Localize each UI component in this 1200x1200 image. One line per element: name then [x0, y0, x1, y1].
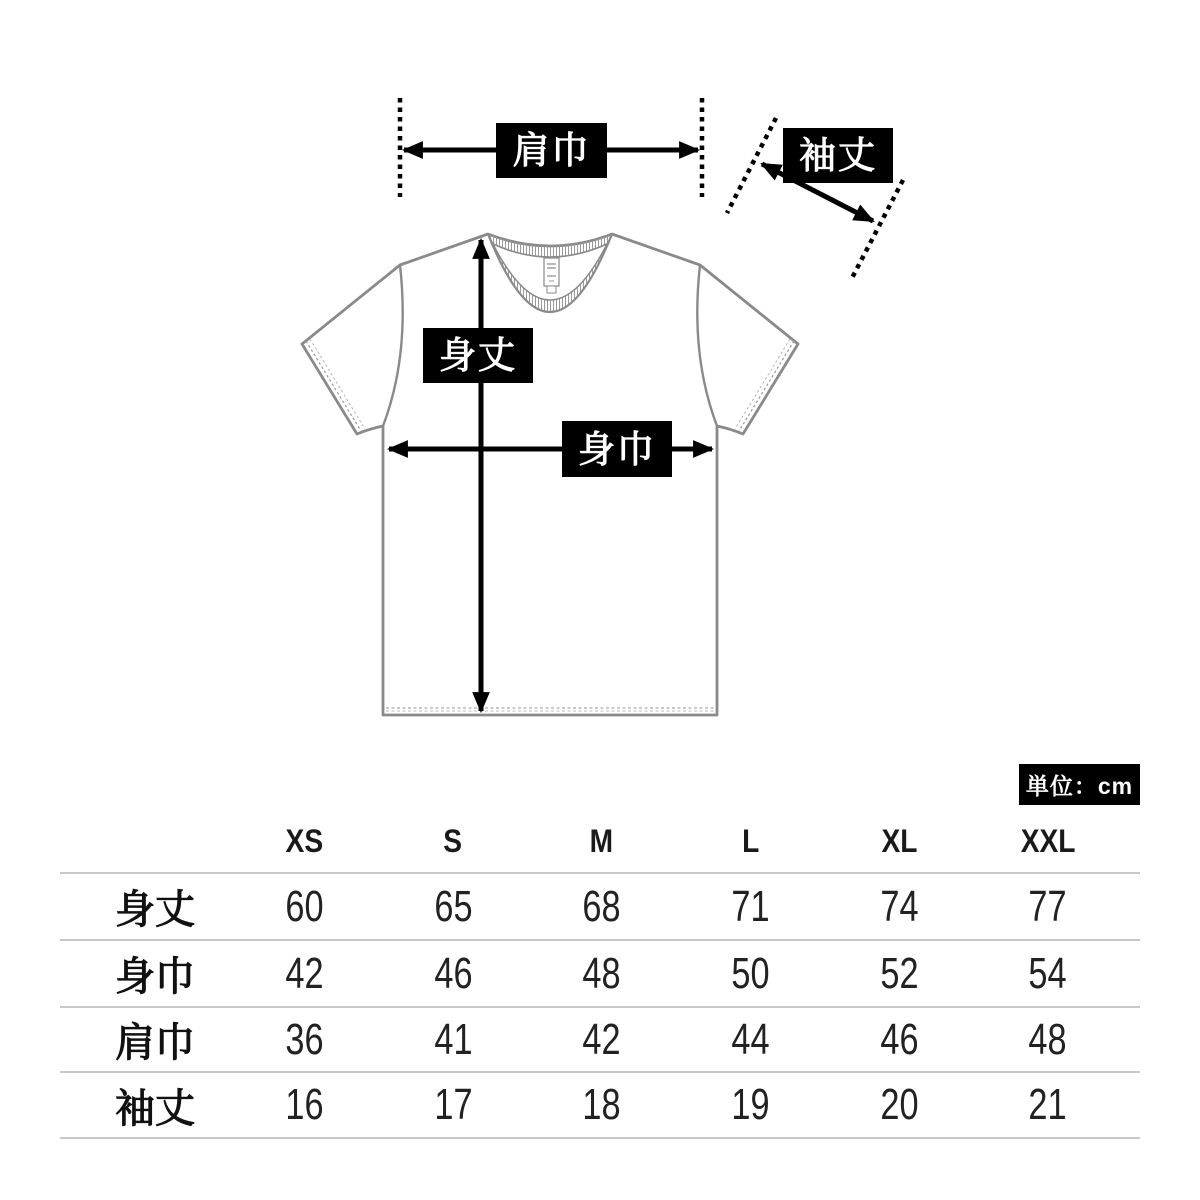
- row-label: 身巾: [115, 955, 195, 999]
- size-column-header: [527, 823, 676, 860]
- value: 44: [731, 1014, 770, 1064]
- value-cell: [230, 882, 379, 932]
- value-cell: [379, 1080, 528, 1130]
- row-label: 身丈: [115, 888, 195, 932]
- value: 50: [731, 948, 770, 998]
- value-cell: [527, 1080, 676, 1130]
- value: 46: [433, 948, 473, 998]
- table-row-body-width: [60, 941, 1140, 1008]
- value: 18: [582, 1080, 621, 1129]
- value: 20: [879, 1080, 919, 1129]
- value-cell: [825, 1080, 974, 1130]
- value: 68: [582, 881, 621, 931]
- size-column-header: [825, 823, 974, 860]
- value-cell: [379, 949, 528, 999]
- neck-tag-small: [547, 286, 556, 293]
- value: 41: [433, 1014, 473, 1064]
- value: 42: [285, 948, 324, 998]
- value: 60: [285, 881, 324, 931]
- value-cell: [676, 882, 825, 932]
- value: 77: [1028, 881, 1067, 931]
- value-cell: [973, 949, 1122, 999]
- value: 65: [433, 881, 473, 931]
- unit-badge: 単位：cm: [1019, 764, 1140, 805]
- value-cell: [230, 1015, 379, 1065]
- label-sleeve-length: 袖丈: [783, 128, 893, 183]
- value-cell: [825, 949, 974, 999]
- value-cell: [973, 882, 1122, 932]
- sleeve-guide-lower: [852, 180, 903, 278]
- size-column-header: [973, 823, 1122, 860]
- label-body-length: 身丈: [423, 328, 533, 383]
- value: 17: [433, 1080, 473, 1129]
- label-shoulder-width: 肩巾: [496, 123, 607, 178]
- value-cell: [527, 949, 676, 999]
- value-cell: [379, 1015, 528, 1065]
- value-cell: [230, 1080, 379, 1130]
- size-header-label: M: [589, 822, 614, 859]
- value-cell: [825, 882, 974, 932]
- value: 36: [285, 1014, 324, 1064]
- table-row-sleeve-length: [60, 1073, 1140, 1139]
- size-column-header: [379, 823, 528, 860]
- size-header-label: S: [443, 822, 463, 859]
- value: 48: [582, 948, 621, 998]
- table-row-shoulder-width: [60, 1008, 1140, 1073]
- row-label: 肩巾: [115, 1021, 195, 1065]
- size-table: [60, 810, 1140, 1139]
- value: 54: [1028, 948, 1067, 998]
- value: 21: [1028, 1080, 1067, 1129]
- table-row-body-length: [60, 874, 1140, 941]
- value-cell: [973, 1015, 1122, 1065]
- neck-tag: [544, 258, 559, 286]
- value: 16: [285, 1080, 324, 1129]
- label-body-width: 身巾: [562, 421, 672, 477]
- value: 46: [879, 1014, 919, 1064]
- value-cell: [230, 949, 379, 999]
- value-cell: [527, 882, 676, 932]
- size-header-label: XL: [881, 822, 917, 859]
- value: 48: [1028, 1014, 1067, 1064]
- value-cell: [973, 1080, 1122, 1130]
- value-cell: [527, 1015, 676, 1065]
- row-label: 袖丈: [115, 1086, 195, 1131]
- value: 52: [879, 948, 919, 998]
- value-cell: [676, 1080, 825, 1130]
- value: 71: [731, 881, 770, 931]
- value: 74: [879, 881, 919, 931]
- size-header-label: XXL: [1020, 822, 1076, 859]
- size-column-header: [676, 823, 825, 860]
- value-cell: [676, 1015, 825, 1065]
- size-header-label: XS: [285, 822, 324, 859]
- value-cell: [379, 882, 528, 932]
- value: 42: [582, 1014, 621, 1064]
- size-column-header: [230, 823, 379, 860]
- size-header-label: L: [741, 822, 759, 859]
- size-table-header-row: [60, 810, 1140, 874]
- value-cell: [676, 949, 825, 999]
- value-cell: [825, 1015, 974, 1065]
- value: 19: [731, 1080, 770, 1129]
